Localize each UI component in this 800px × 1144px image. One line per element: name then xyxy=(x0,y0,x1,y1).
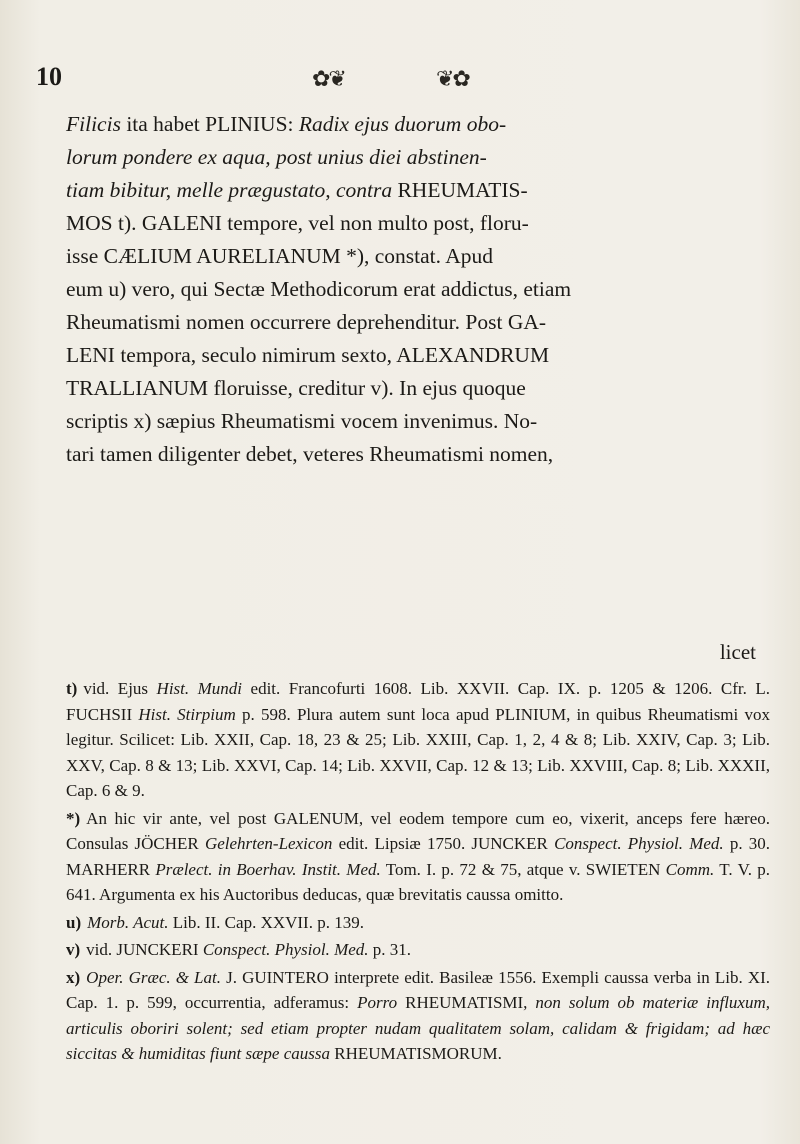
body-line: Rheumatismi nomen occurrere deprehenditur. Post GA- xyxy=(66,310,547,334)
body-line: scriptis x) sæpius Rheumatismi vocem invenimus. No- xyxy=(66,409,538,433)
body-line: isse CÆLIUM AURELIANUM *), constat. Apud xyxy=(66,244,493,268)
footnote-text: T. V. p. 641. Argumenta ex his Auctoribus deducas, quæ brevitatis caussa omitto. xyxy=(66,859,770,904)
footnote-text: vid. JUNCKERI xyxy=(86,940,203,959)
body-text: RHEUMATIS- xyxy=(392,178,528,202)
footnote-text: p. 598. Plura autem sunt loca apud PLINIUM, in quibus Rheumatismi vox legitur. Scilicet: Lib. XXII, Cap. 18, 23 & 25; Lib. XXIII, Cap. 1, 2, 4 & 8; Lib. XXIV, Cap. 3; Lib. XXV, Cap. 8 & 13; Lib. XXVI, Cap. 14; Lib. XXVII, Cap. 12 & 13; Lib. XXVIII, Cap. 8; Lib. XXXII, Cap. 6 & 9. xyxy=(66,704,770,800)
footnote-italic: Conspect. Physiol. Med. xyxy=(554,834,724,853)
footnote-italic: Morb. Acut. xyxy=(87,912,169,932)
footnote-text: edit. Lipsiæ 1750. JUNCKER xyxy=(332,834,555,853)
footnote-italic: Conspect. Physiol. Med. xyxy=(202,940,369,959)
footnote-text: Tom. I. p. 72 & 75, atque v. SWIETEN xyxy=(380,859,666,879)
body-line xyxy=(66,108,770,141)
footnote-text: An hic vir ante, vel post GALENUM, vel eodem tempore cum eo, vixerit, anceps fere hæreo. Consulas JÖCHER xyxy=(66,808,770,853)
footnote-u xyxy=(66,910,770,936)
footnote-text: J. GUINTERO interprete edit. Basileæ 1556. Exempli caussa verba in Lib. XI. Cap. 1. p. 599, occurrentia, adferamus: xyxy=(66,967,771,1012)
footnote-italic: non solum ob materiæ influxum, articulis oboriri solent; sed etiam propter nudam qualitatem solam, calidam & frigidam; ad hæc siccitas & humiditas fiunt sæpe caussa xyxy=(66,993,770,1063)
body-line xyxy=(66,174,770,207)
page-header xyxy=(36,62,760,92)
footnote-text: RHEUMATISMORUM. xyxy=(329,1044,502,1063)
body-italic: lorum pondere ex aqua, post unius diei abstinen- xyxy=(66,145,487,169)
footnote-italic: Prælect. in Boerhav. Instit. Med. xyxy=(155,859,381,879)
footnote-text: RHEUMATISMI, xyxy=(397,993,536,1012)
footnote-text: p. 30. MARHERR xyxy=(66,834,771,879)
footnote-t xyxy=(66,676,770,804)
page-number: 10 xyxy=(36,62,62,91)
footnote-italic: Oper. Græc. & Lat. xyxy=(86,967,221,987)
printer-ornament-left-icon: ✿❦ xyxy=(312,66,345,91)
body-italic: tiam bibitur, melle prægustato, contra xyxy=(66,178,393,202)
body-text: ita habet PLINIUS: xyxy=(120,112,299,136)
footnote-italic: Hist. Mundi xyxy=(156,679,243,698)
footnote-mark: u) xyxy=(66,912,82,932)
body-line: tari tamen diligenter debet, veteres Rheumatismi nomen, xyxy=(66,442,554,466)
footnote-text: vid. Ejus xyxy=(83,679,157,698)
body-line: TRALLIANUM floruisse, creditur v). In ejus quoque xyxy=(66,376,526,400)
footnote-italic: Porro xyxy=(357,993,398,1012)
footnote-mark: v) xyxy=(66,940,81,959)
footnote-v xyxy=(66,937,770,963)
footnote-italic: Gelehrten-Lexicon xyxy=(204,834,333,853)
body-line: eum u) vero, qui Sectæ Methodicorum erat addictus, etiam xyxy=(66,277,572,301)
footnote-italic: Comm. xyxy=(665,859,715,879)
footnote-text: Lib. II. Cap. XXVII. p. 139. xyxy=(168,912,364,932)
footnote-star xyxy=(66,806,770,908)
footnote-text: edit. Francofurti 1608. Lib. XXVII. Cap. IX. p. 1205 & 1206. Cfr. L. FUCHSII xyxy=(66,679,770,724)
footnote-mark: x) xyxy=(66,967,81,987)
main-text xyxy=(66,108,770,471)
footnotes xyxy=(66,676,770,1069)
footnote-x xyxy=(66,965,770,1067)
footnote-mark: *) xyxy=(66,808,81,828)
footnote-mark: t) xyxy=(66,679,78,698)
printer-ornament-right-icon: ❦✿ xyxy=(436,66,469,91)
footnote-italic: Hist. Stirpium xyxy=(138,704,236,724)
body-italic: Filicis xyxy=(66,112,121,136)
body-italic: Radix ejus duorum obo- xyxy=(298,112,507,136)
body-line: MOS t). GALENI tempore, vel non multo post, floru- xyxy=(66,211,529,235)
catchword: licet xyxy=(719,640,756,664)
body-line: LENI tempora, seculo nimirum sexto, ALEXANDRUM xyxy=(66,343,550,367)
footnote-text: p. 31. xyxy=(368,940,412,959)
body-line xyxy=(66,141,770,174)
